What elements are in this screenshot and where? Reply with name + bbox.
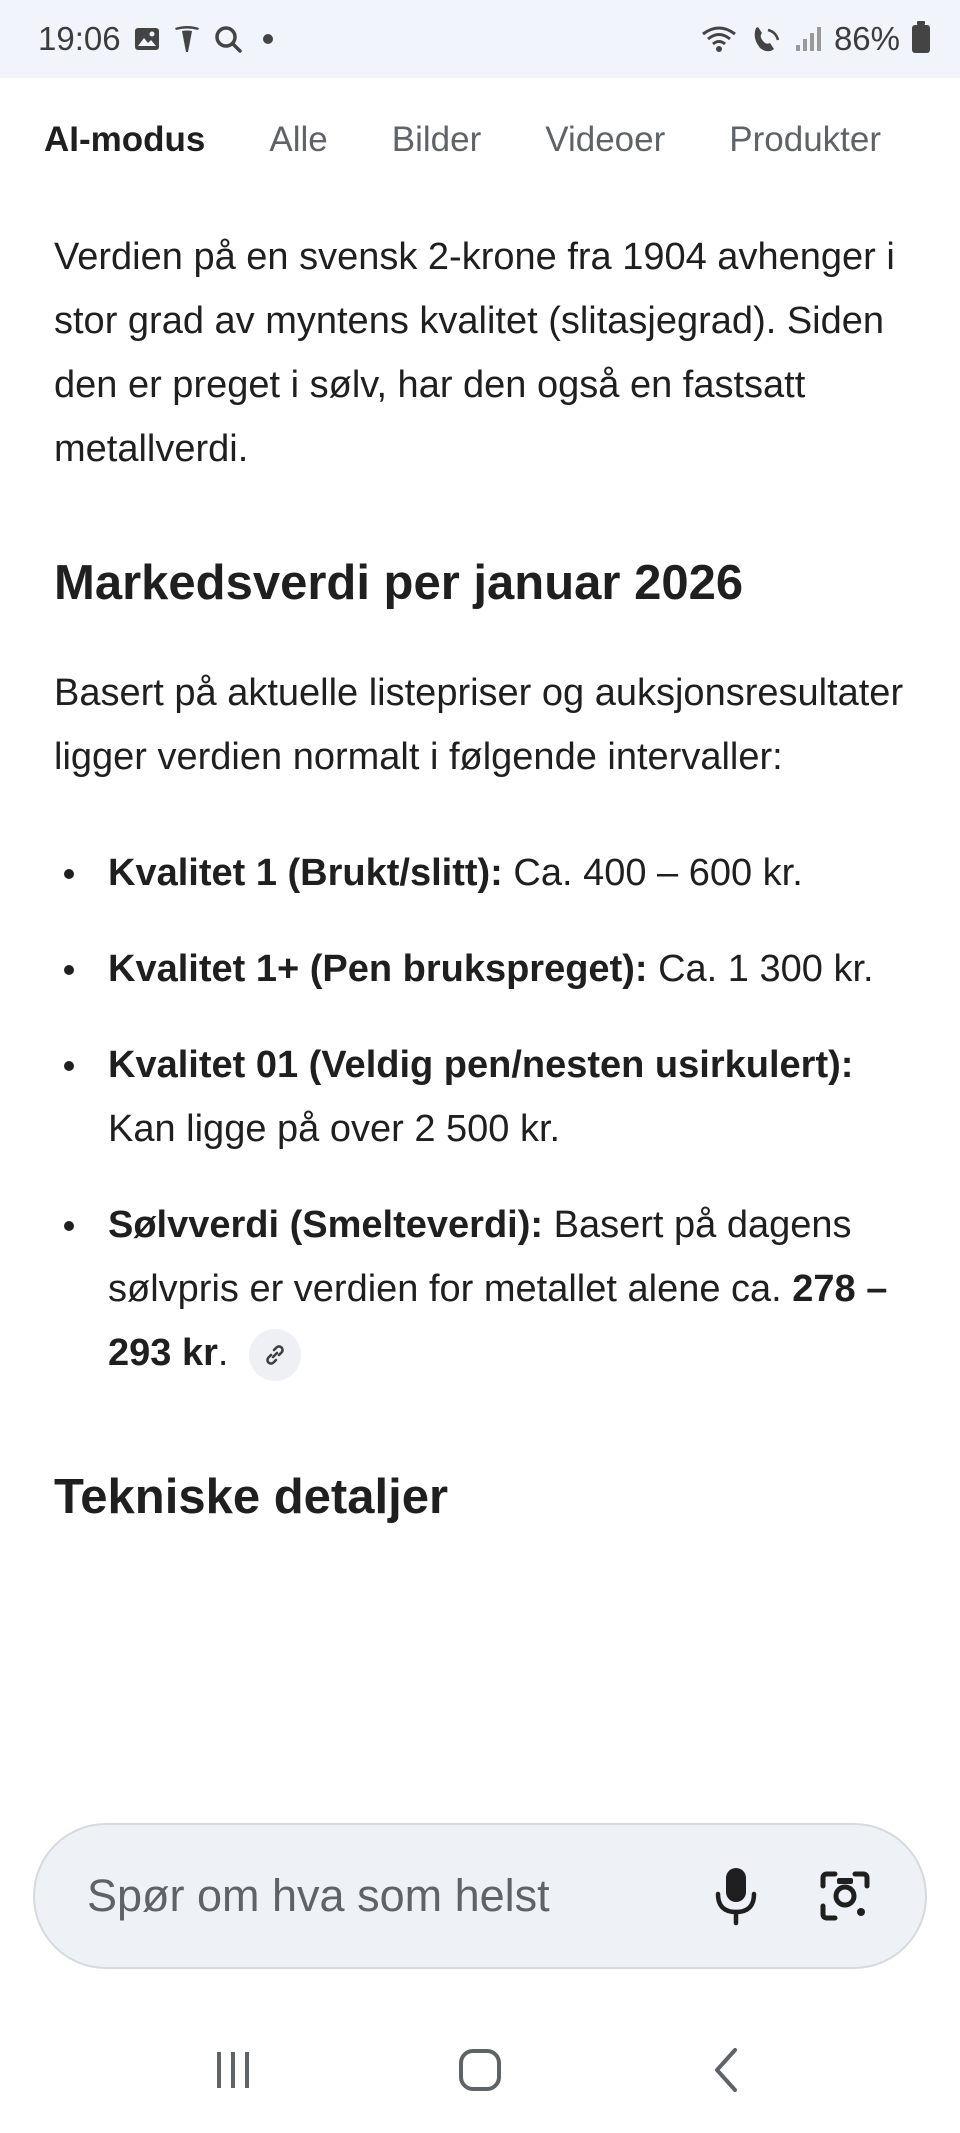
link-icon <box>262 1342 288 1368</box>
camera-lens-icon <box>817 1868 873 1924</box>
status-right <box>700 20 930 58</box>
wifi-calling-icon <box>700 24 738 54</box>
ask-input[interactable] <box>87 1870 666 1922</box>
list-item-label: Kvalitet 1+ (Pen brukspreget): <box>108 948 648 990</box>
list-item-value: 278 – 293 kr <box>108 1268 888 1374</box>
list-item-label: Sølvverdi (Smelteverdi): <box>108 1204 544 1246</box>
value-list <box>54 841 924 1385</box>
list-item-text: Kan ligge på over 2 500 kr. <box>108 1108 561 1150</box>
ask-bar <box>33 1823 927 1969</box>
lens-search-button[interactable] <box>806 1856 886 1936</box>
list-item-tail: . <box>217 1332 229 1374</box>
section-heading-market-value: Markedsverdi per januar 2026 <box>54 556 744 610</box>
vowifi-icon <box>750 24 782 54</box>
battery-icon <box>912 25 930 53</box>
recent-apps-button[interactable] <box>188 2025 278 2115</box>
tab-ai-modus[interactable]: AI-modus <box>44 120 206 159</box>
status-left <box>38 20 273 58</box>
section-lead: Basert på aktuelle listepriser og auksjonsresultater ligger verdien normalt i følgende intervaller: <box>54 672 904 778</box>
tesla-icon <box>173 24 201 54</box>
status-bar <box>0 0 960 78</box>
microphone-icon <box>713 1866 759 1926</box>
notification-dot <box>263 34 273 44</box>
tab-produkter[interactable]: Produkter <box>729 120 882 159</box>
section-heading-technical: Tekniske detaljer <box>54 1470 449 1524</box>
intro-paragraph: Verdien på en svensk 2-krone fra 1904 avhenger i stor grad av myntens kvalitet (slitasjegrad). Siden den er preget i sølv, har den også en fastsatt metallverdi. <box>54 236 895 470</box>
home-button[interactable] <box>435 2025 525 2115</box>
voice-search-button[interactable] <box>696 1856 776 1936</box>
source-link-button[interactable] <box>249 1329 301 1381</box>
search-tabs <box>0 100 960 180</box>
system-navigation-bar <box>0 2020 960 2120</box>
battery-percent: 86% <box>833 20 900 57</box>
list-item-label: Kvalitet 1 (Brukt/slitt): <box>108 852 503 894</box>
list-item-text: Ca. 400 – 600 kr. <box>502 852 803 894</box>
list-item-text: Basert på dagens sølvpris er verdien for metallet alene ca. <box>108 1204 852 1310</box>
list-item <box>54 1193 924 1385</box>
list-item-label: Kvalitet 01 (Veldig pen/nesten usirkulert): <box>108 1044 854 1086</box>
list-item <box>54 1033 924 1161</box>
list-item <box>54 937 924 1001</box>
list-item-text: Ca. 1 300 kr. <box>647 948 874 990</box>
home-icon <box>456 2046 504 2094</box>
ai-answer <box>54 225 924 1575</box>
recents-icon <box>211 2048 255 2092</box>
gallery-icon <box>133 25 161 53</box>
signal-icon <box>794 25 822 53</box>
tab-videoer[interactable]: Videoer <box>545 120 666 159</box>
tab-bilder[interactable]: Bilder <box>391 120 482 159</box>
list-item <box>54 841 924 905</box>
search-icon <box>213 24 243 54</box>
back-button[interactable] <box>682 2025 772 2115</box>
tab-alle[interactable]: Alle <box>269 120 328 159</box>
clock: 19:06 <box>38 20 121 57</box>
back-icon <box>707 2046 747 2094</box>
